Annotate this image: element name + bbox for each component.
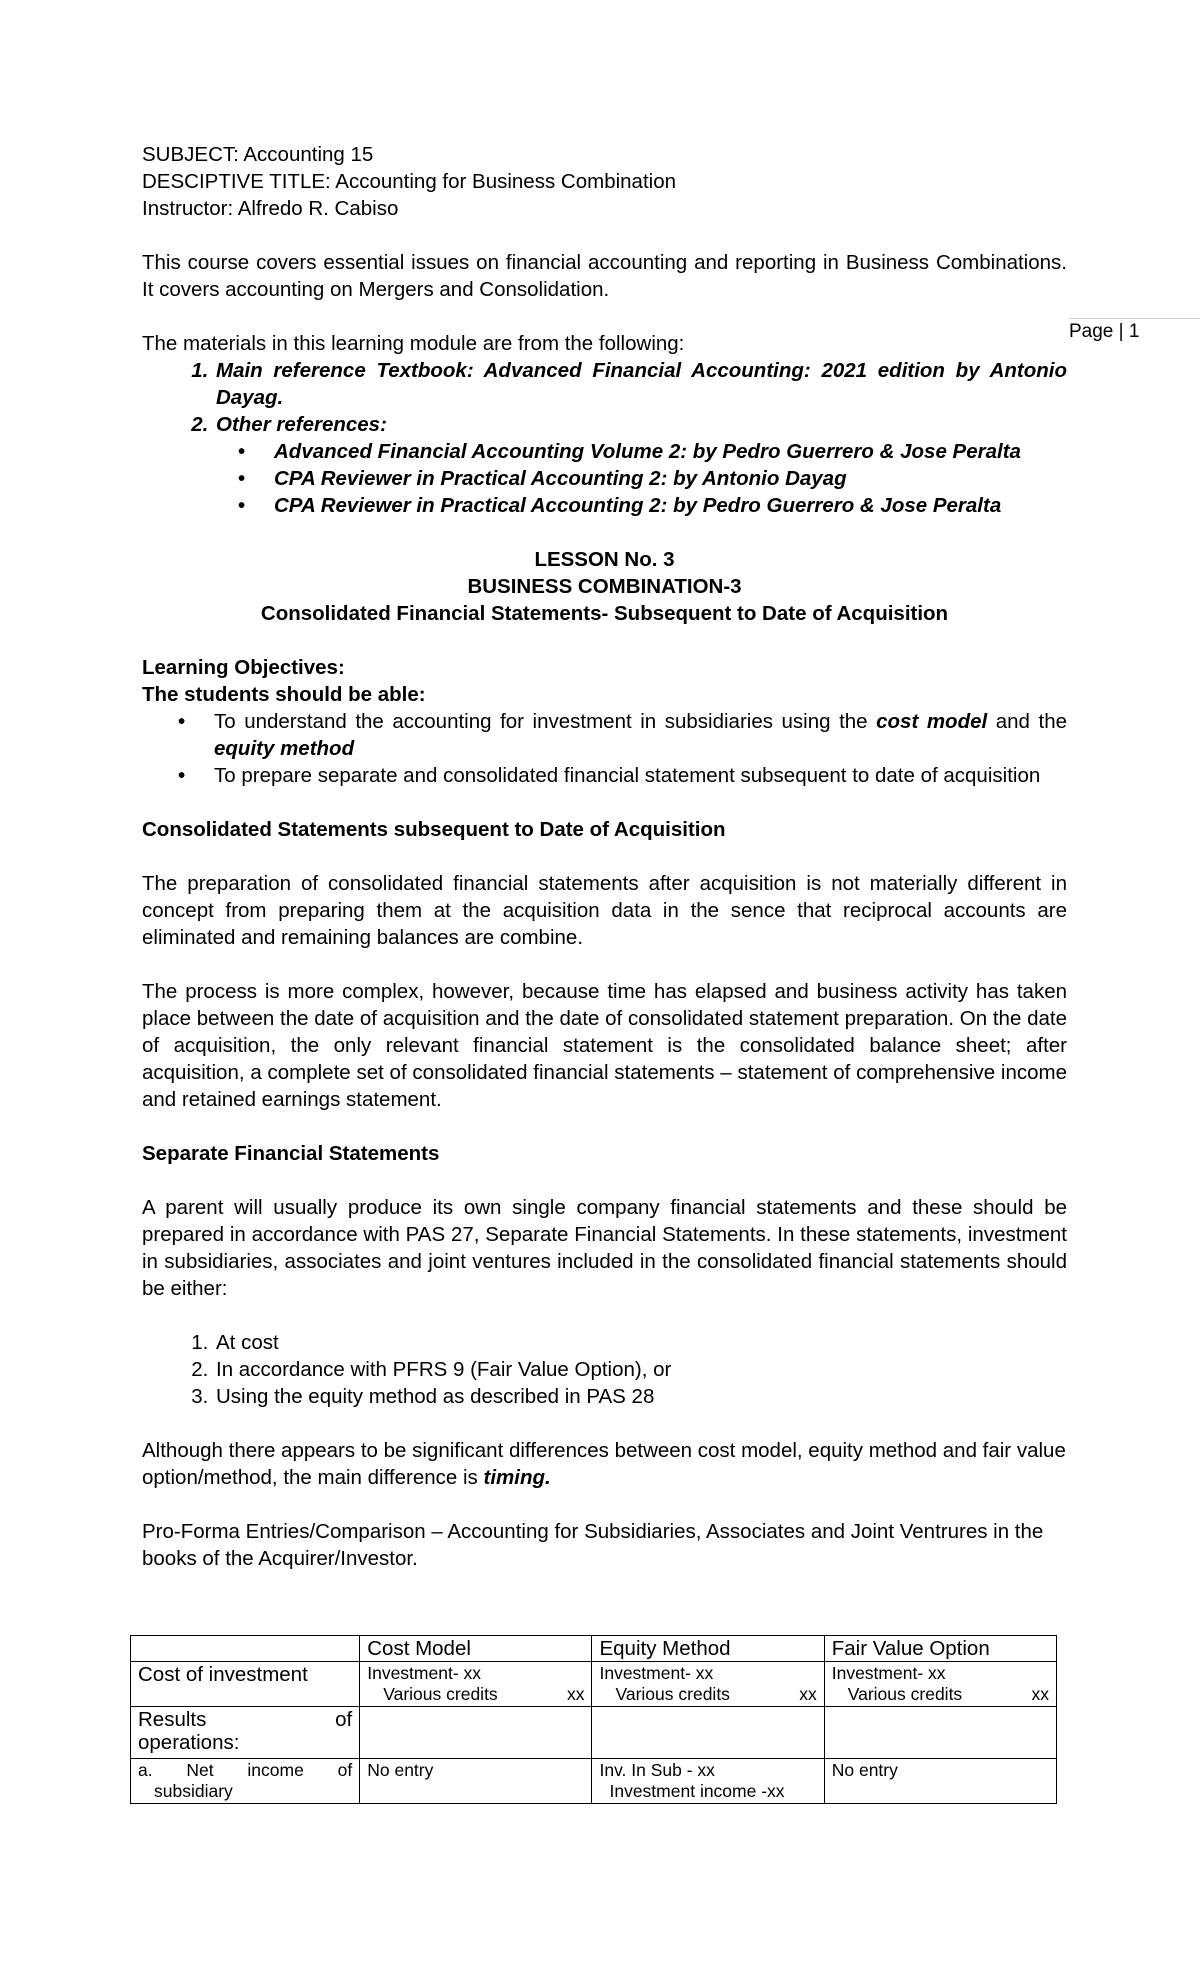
table-header-row	[131, 1636, 1057, 1662]
objective-item: • To understand the accounting for investment in subsidiaries using the cost model and the equity method	[214, 708, 1067, 762]
equity-method-term: equity method	[214, 737, 355, 760]
table-row	[131, 1707, 1057, 1759]
cost-model-term: cost model	[876, 710, 988, 733]
main-reference: 1. Main reference Textbook: Advanced Financial Accounting: 2021 edition by Antonio Dayag.	[214, 357, 1067, 411]
paragraph: A parent will usually produce its own single company financial statements and these should be prepared in accordance with PAS 27, Separate Financial Statements. In these statements, investment in subsidiaries, associates and joint ventures included in the consolidated financial statements should be either:	[142, 1196, 1067, 1300]
paragraph: Pro-Forma Entries/Comparison – Accounting for Subsidiaries, Associates and Joint Ventrures in the books of the Acquirer/Investor.	[142, 1520, 1044, 1570]
descriptive-title: DESCIPTIVE TITLE: Accounting for Business Combination	[142, 170, 677, 193]
instructor-line: Instructor: Alfredo R. Cabiso	[142, 197, 399, 220]
section-heading-separate: Separate Financial Statements	[142, 1142, 440, 1165]
other-references-list	[216, 438, 1067, 519]
lesson-subtitle: Consolidated Financial Statements- Subsequent to Date of Acquisition	[260, 602, 949, 625]
paragraph: The preparation of consolidated financial statements after acquisition is not materially different in concept from preparing them at the acquisition data in the sence that reciprocal accounts are eliminated and remaining balances are combine.	[142, 872, 1067, 949]
page-number-rule	[1069, 318, 1200, 319]
reference-item: • CPA Reviewer in Practical Accounting 2: by Antonio Dayag	[274, 465, 1067, 492]
objectives-lead: The students should be able:	[142, 683, 426, 706]
paragraph: The process is more complex, however, because time has elapsed and business activity has taken place between the date of acquisition and the date of consolidated statement preparation. On the date of acquisition, the only relevant financial statement is the consolidated balance sheet; after acquisition, a complete set of consolidated financial statements – statement of comprehensive income and retained earnings statement.	[142, 980, 1067, 1111]
section-heading-consolidated: Consolidated Statements subsequent to Date of Acquisition	[142, 818, 726, 841]
document-body	[142, 141, 1067, 1572]
table-row-label: Results of operations:	[131, 1707, 360, 1759]
paragraph: Although there appears to be significant differences between cost model, equity method and fair value option/method, the main difference is timing.	[142, 1439, 1066, 1489]
option-item: 3. Using the equity method as described in PAS 28	[214, 1383, 1067, 1410]
table-header-cell: Fair Value Option	[824, 1636, 1056, 1662]
objectives-heading: Learning Objectives:	[142, 656, 345, 679]
table-row-label: Cost of investment	[131, 1662, 360, 1707]
table-cell: No entry	[360, 1759, 592, 1804]
lesson-name: BUSINESS COMBINATION-3	[467, 575, 742, 598]
table-row	[131, 1662, 1057, 1707]
timing-term: timing.	[483, 1466, 551, 1489]
table-cell: Investment- xx Various credits xx	[824, 1662, 1056, 1707]
option-item: 1. At cost	[214, 1329, 1067, 1356]
table-cell: Investment- xx Various credits xx	[360, 1662, 592, 1707]
table-cell	[360, 1707, 592, 1759]
table-header-cell: Cost Model	[360, 1636, 592, 1662]
option-item: 2. In accordance with PFRS 9 (Fair Value Option), or	[214, 1356, 1067, 1383]
objective-item: • To prepare separate and consolidated financial statement subsequent to date of acquisition	[214, 762, 1067, 789]
reference-item: • Advanced Financial Accounting Volume 2: by Pedro Guerrero & Jose Peralta	[274, 438, 1067, 465]
lesson-number: LESSON No. 3	[534, 548, 675, 571]
course-intro: This course covers essential issues on financial accounting and reporting in Business Combinations. It covers accounting on Mergers and Consolidation.	[142, 251, 1067, 301]
subject-line: SUBJECT: Accounting 15	[142, 143, 374, 166]
table-header-cell	[131, 1636, 360, 1662]
table-cell: No entry	[824, 1759, 1056, 1804]
other-references-label: Other references:	[216, 413, 387, 436]
page-number: Page | 1	[1069, 321, 1140, 342]
table-cell: Investment- xx Various credits xx	[592, 1662, 824, 1707]
table-row-label: a. Net income of subsidiary	[131, 1759, 360, 1804]
table-cell	[592, 1707, 824, 1759]
other-references	[214, 411, 1067, 519]
materials-intro: The materials in this learning module are from the following:	[142, 332, 685, 355]
pro-forma-table	[130, 1635, 1057, 1804]
table-cell: Inv. In Sub - xx Investment income -xx	[592, 1759, 824, 1804]
references-list	[142, 357, 1067, 519]
measurement-options-list	[142, 1329, 1067, 1410]
table-header-cell: Equity Method	[592, 1636, 824, 1662]
table-cell	[824, 1707, 1056, 1759]
objectives-list	[142, 708, 1067, 789]
reference-item: • CPA Reviewer in Practical Accounting 2: by Pedro Guerrero & Jose Peralta	[274, 492, 1067, 519]
table-row	[131, 1759, 1057, 1804]
